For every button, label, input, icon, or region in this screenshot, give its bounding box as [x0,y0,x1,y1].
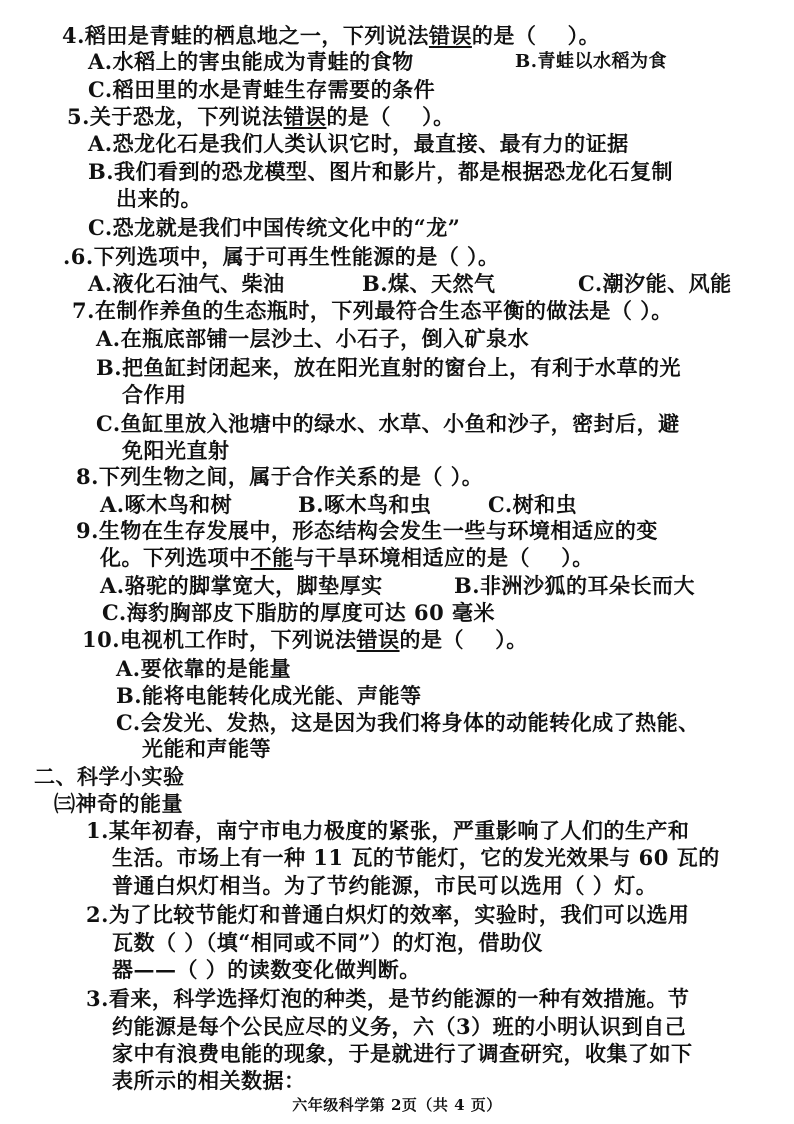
p1-line2: 生活。市场上有一种 11 瓦的节能灯，它的发光效果与 60 瓦的 [112,845,720,870]
q9-option-c: C.海豹胸部皮下脂肪的厚度可达 60 毫米 [102,600,496,625]
q5-option-a: A.恐龙化石是我们人类认识它时，最直接、最有力的证据 [88,131,629,156]
q10-option-c-line2: 光能和声能等 [142,736,271,761]
q8-option-c: C.树和虫 [488,492,578,517]
q10-option-a: A.要依靠的是能量 [116,656,292,681]
q5-stem: 5.关于恐龙，下列说法错误的是（ ）。 [67,104,455,129]
p2-line1: 2.为了比较节能灯和普通白炽灯的效率，实验时，我们可以选用 [86,902,690,927]
q7-stem: 7.在制作养鱼的生态瓶时，下列最符合生态平衡的做法是（ ）。 [72,298,673,323]
p3-line3: 家中有浪费电能的现象，于是就进行了调查研究，收集了如下 [112,1041,693,1066]
q10-option-c-line1: C.会发光、发热，这是因为我们将身体的动能转化成了热能、 [116,710,700,735]
q8-option-b: B.啄木鸟和虫 [298,492,432,517]
p2-line3: 器——（ ）的读数变化做判断。 [112,957,421,982]
section-title: 二、科学小实验 [34,764,185,789]
q4-option-a: A.水稻上的害虫能成为青蛙的食物 [88,49,414,74]
q9-option-b: B.非洲沙狐的耳朵长而大 [454,573,696,598]
p3-line4: 表所示的相关数据： [112,1068,306,1093]
p1-line1: 1.某年初春，南宁市电力极度的紧张，严重影响了人们的生产和 [86,818,690,843]
q5-option-b-line2: 出来的。 [116,186,202,211]
q9-option-a: A.骆驼的脚掌宽大，脚垫厚实 [100,573,383,598]
q6-option-b: B.煤、天然气 [362,271,496,296]
q10-emphasis: 错误 [356,627,400,652]
q7-option-c-line1: C.鱼缸里放入池塘中的绿水、水草、小鱼和沙子，密封后，避 [96,411,680,436]
q5-option-c: C.恐龙就是我们中国传统文化中的“龙” [88,215,461,240]
q6-stem: .6.下列选项中，属于可再生性能源的是（ ）。 [63,244,500,269]
p1-line3: 普通白炽灯相当。为了节约能源，市民可以选用（ ）灯。 [112,873,658,898]
page-footer: 六年级科学第 2页（共 4 页） [292,1096,502,1114]
q7-option-b-line1: B.把鱼缸封闭起来，放在阳光直射的窗台上，有利于水草的光 [96,355,682,380]
p2-line2: 瓦数（ ）（填“相同或不同”）的灯泡，借助仪 [112,930,543,955]
q10-stem: 10.电视机工作时，下列说法错误的是（ ）。 [82,627,528,652]
p3-line2: 约能源是每个公民应尽的义务，六（3）班的小明认识到自己 [112,1014,687,1039]
q10-option-b: B.能将电能转化成光能、声能等 [116,683,422,708]
q8-option-a: A.啄木鸟和树 [100,492,233,517]
subsection-title: ㈢神奇的能量 [54,791,183,816]
q4-stem: 4.稻田是青蛙的栖息地之一，下列说法错误的是（ ）。 [62,23,601,48]
p3-line1: 3.看来，科学选择灯泡的种类，是节约能源的一种有效措施。节 [86,986,690,1011]
q5-emphasis: 错误 [283,104,327,129]
q7-option-a: A.在瓶底部铺一层沙土、小石子，倒入矿泉水 [96,326,530,351]
q6-option-a: A.液化石油气、柴油 [88,271,285,296]
q9-stem-line1: 9.生物在生存发展中，形态结构会发生一些与环境相适应的变 [76,518,658,543]
q9-stem-line2: 化。下列选项中不能与干旱环境相适应的是（ ）。 [100,545,594,570]
q5-option-b-line1: B.我们看到的恐龙模型、图片和影片，都是根据恐龙化石复制 [88,159,674,184]
q4-option-c: C.稻田里的水是青蛙生存需要的条件 [88,77,436,102]
q4-emphasis: 错误 [428,23,472,48]
q7-option-b-line2: 合作用 [122,382,187,407]
q9-emphasis: 不能 [250,545,294,570]
q4-option-b: B.青蛙以水稻为食 [515,51,667,72]
q6-option-c: C.潮汐能、风能 [578,271,732,296]
q7-option-c-line2: 免阳光直射 [122,438,230,463]
q8-stem: 8.下列生物之间，属于合作关系的是（ ）。 [76,464,484,489]
